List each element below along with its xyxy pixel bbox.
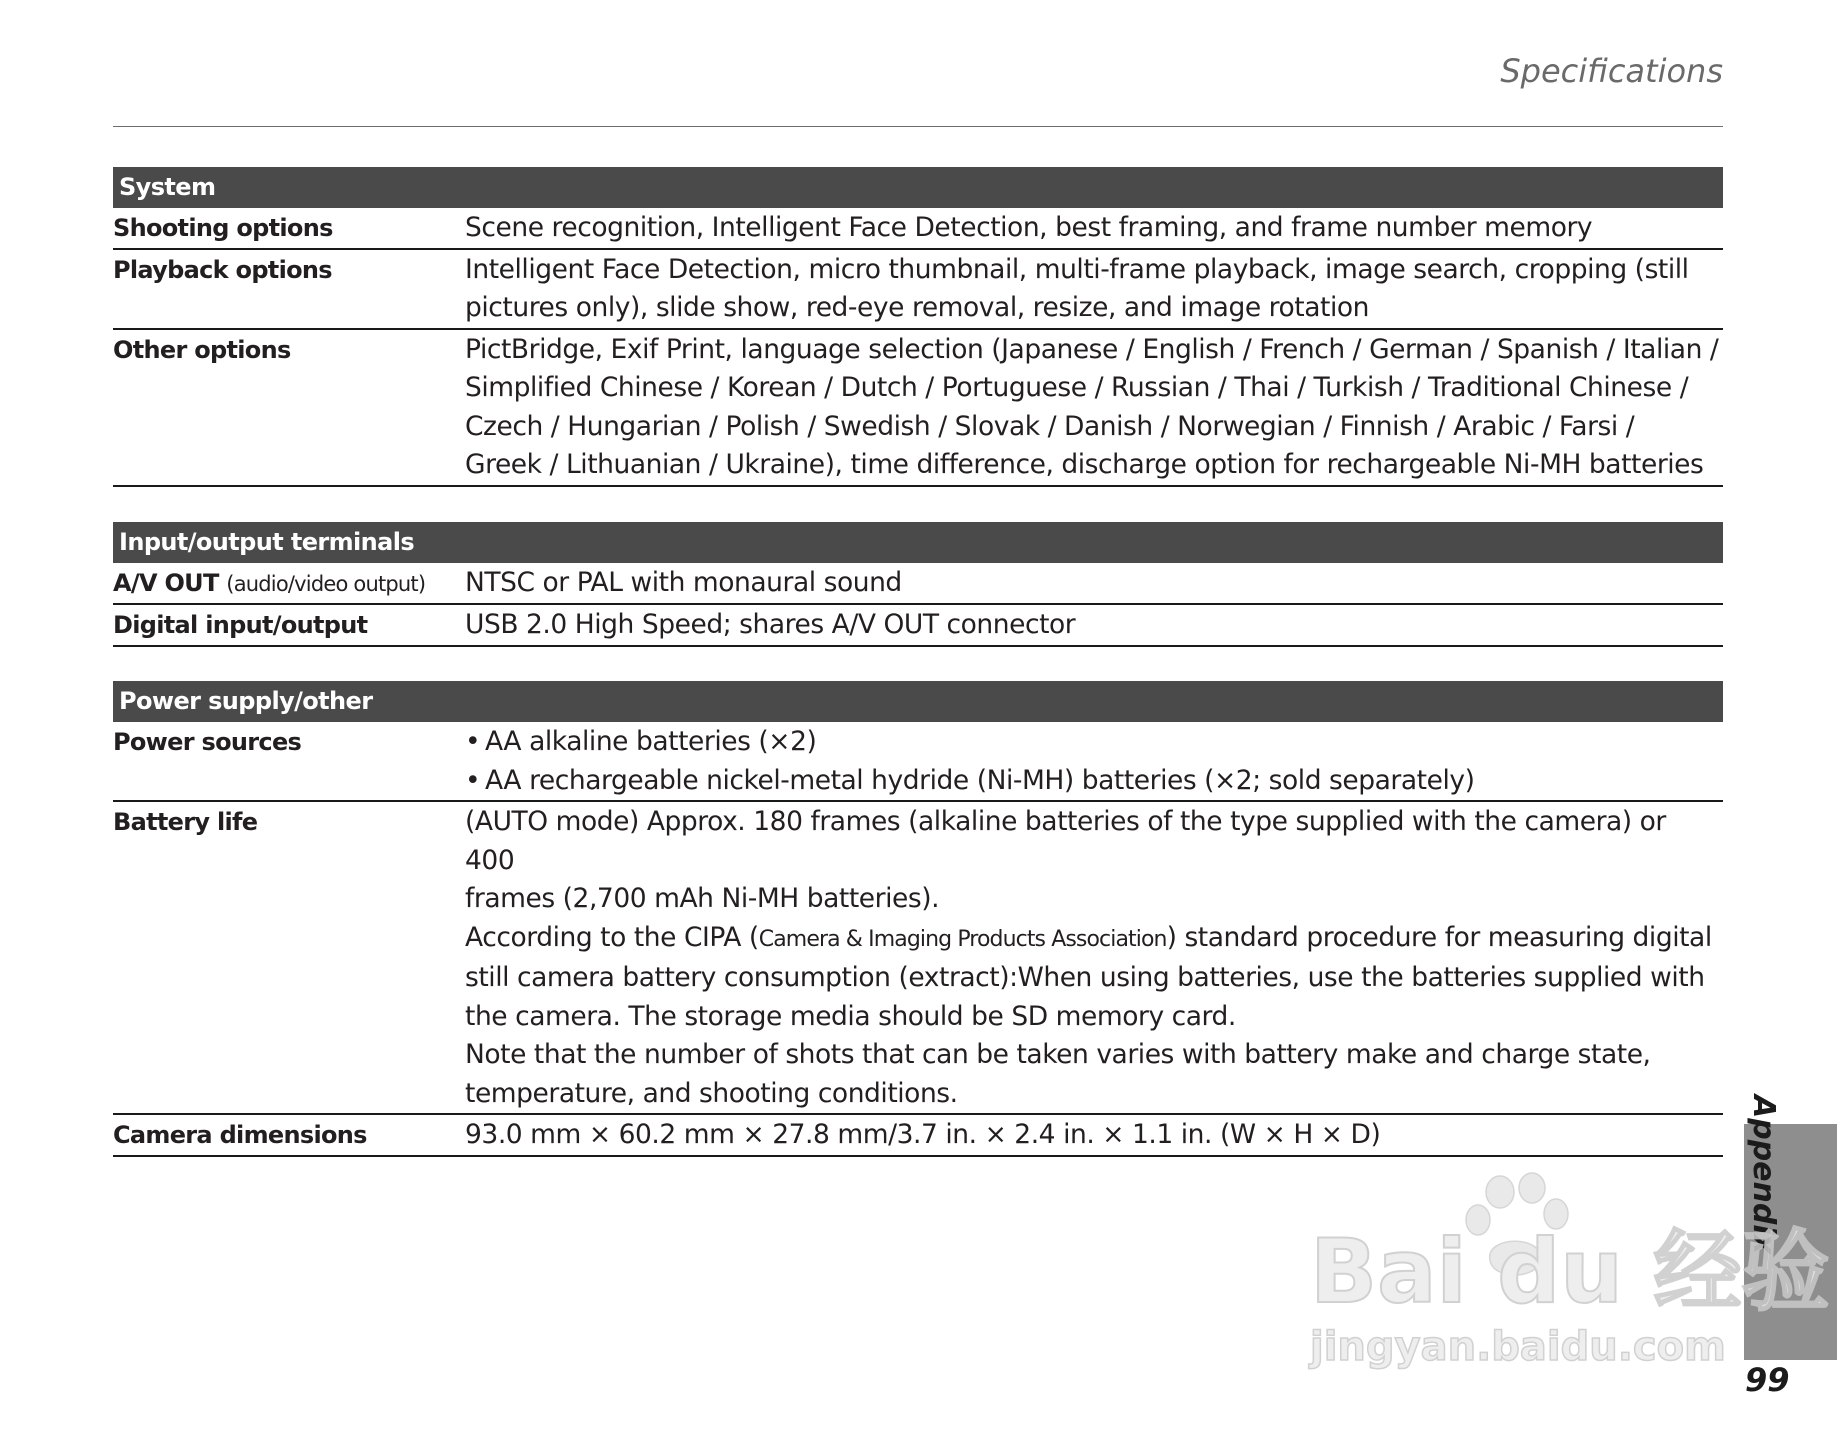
row-value xyxy=(465,1115,1723,1155)
row-label-sub: (audio/video output) xyxy=(226,572,426,596)
value-line: Czech / Hungarian / Polish / Swedish / Slovak / Danish / Norwegian / Finnish / Arabic / Farsi / xyxy=(465,410,1635,442)
row-value xyxy=(465,563,1723,603)
spec-table-io xyxy=(113,522,1723,647)
appendix-label-text: Appendix xyxy=(1746,1095,1781,1254)
bullet-icon: • xyxy=(465,764,481,796)
watermark-brand: Bai du 经验 xyxy=(1310,1220,1830,1323)
row-value xyxy=(465,722,1723,800)
row-value xyxy=(465,802,1723,1113)
page-number: 99 xyxy=(1745,1361,1790,1399)
value-line: Intelligent Face Detection, micro thumbnail, multi-frame playback, image search, cropping (still xyxy=(465,253,1689,285)
list-item-text: AA rechargeable nickel-metal hydride (Ni-MH) batteries (×2; sold separately) xyxy=(485,764,1475,796)
spec-table-power xyxy=(113,681,1723,1157)
cipa-prefix: According to the CIPA ( xyxy=(465,921,759,953)
row-label: Camera dimensions xyxy=(113,1121,367,1149)
section-heading: System xyxy=(113,167,1723,208)
value-line: PictBridge, Exif Print, language selection (Japanese / English / French / German / Spanish / Italian / xyxy=(465,333,1719,365)
row-value xyxy=(465,250,1723,328)
row-label: Battery life xyxy=(113,808,258,836)
table-row xyxy=(113,563,1723,605)
row-label xyxy=(113,563,465,603)
row-label: Digital input/output xyxy=(113,611,368,639)
row-value xyxy=(465,605,1723,645)
bullet-icon: • xyxy=(465,726,481,757)
value-line: Simplified Chinese / Korean / Dutch / Portuguese / Russian / Thai / Turkish / Traditional Chinese / xyxy=(465,372,1689,403)
row-value xyxy=(465,330,1723,485)
list-item-text: AA alkaline batteries (×2) xyxy=(485,726,817,757)
value-line: NTSC or PAL with monaural sound xyxy=(465,567,902,598)
value-line: still camera battery consumption (extract):When using batteries, use the batteries supplied with xyxy=(465,962,1705,993)
value-line: (AUTO mode) Approx. 180 frames (alkaline batteries of the type supplied with the camera) or 400 xyxy=(465,806,1666,876)
row-label: Shooting options xyxy=(113,214,333,242)
cipa-suffix: ) standard procedure for measuring digital xyxy=(1166,921,1712,953)
table-row xyxy=(113,250,1723,330)
table-row xyxy=(113,208,1723,250)
table-row xyxy=(113,330,1723,487)
table-row xyxy=(113,1115,1723,1157)
row-label: Playback options xyxy=(113,255,332,284)
value-line: Scene recognition, Intelligent Face Detection, best framing, and frame number memory xyxy=(465,212,1593,243)
page-header xyxy=(113,52,1723,127)
value-line: temperature, and shooting conditions. xyxy=(465,1077,958,1109)
value-line: pictures only), slide show, red-eye removal, resize, and image rotation xyxy=(465,292,1369,323)
page-title: Specifications xyxy=(1500,52,1723,90)
table-row xyxy=(113,722,1723,802)
value-line: 93.0 mm × 60.2 mm × 27.8 mm/3.7 in. × 2.4 in. × 1.1 in. (W × H × D) xyxy=(465,1119,1381,1150)
table-row xyxy=(113,605,1723,647)
value-line: the camera. The storage media should be SD memory card. xyxy=(465,1000,1236,1032)
value-line: Greek / Lithuanian / Ukraine), time difference, discharge option for rechargeable Ni-MH batteries xyxy=(465,449,1704,480)
value-line: frames (2,700 mAh Ni-MH batteries). xyxy=(465,883,940,914)
cipa-org: Camera & Imaging Products Association xyxy=(758,926,1167,952)
list-item xyxy=(465,723,1723,762)
list-item xyxy=(465,762,1723,801)
row-label: Other options xyxy=(113,335,291,364)
row-label-main: A/V OUT xyxy=(113,569,219,597)
row-label: Power sources xyxy=(113,728,302,756)
value-line: Note that the number of shots that can be taken varies with battery make and charge state, xyxy=(465,1039,1651,1070)
table-row xyxy=(113,802,1723,1115)
section-heading: Input/output terminals xyxy=(113,522,1723,563)
spec-table-system xyxy=(113,167,1723,487)
row-value xyxy=(465,208,1723,248)
value-line: USB 2.0 High Speed; shares A/V OUT connector xyxy=(465,609,1076,640)
section-heading: Power supply/other xyxy=(113,681,1723,722)
cipa-line xyxy=(465,919,1723,960)
watermark-url: jingyan.baidu.com xyxy=(1310,1324,1726,1370)
